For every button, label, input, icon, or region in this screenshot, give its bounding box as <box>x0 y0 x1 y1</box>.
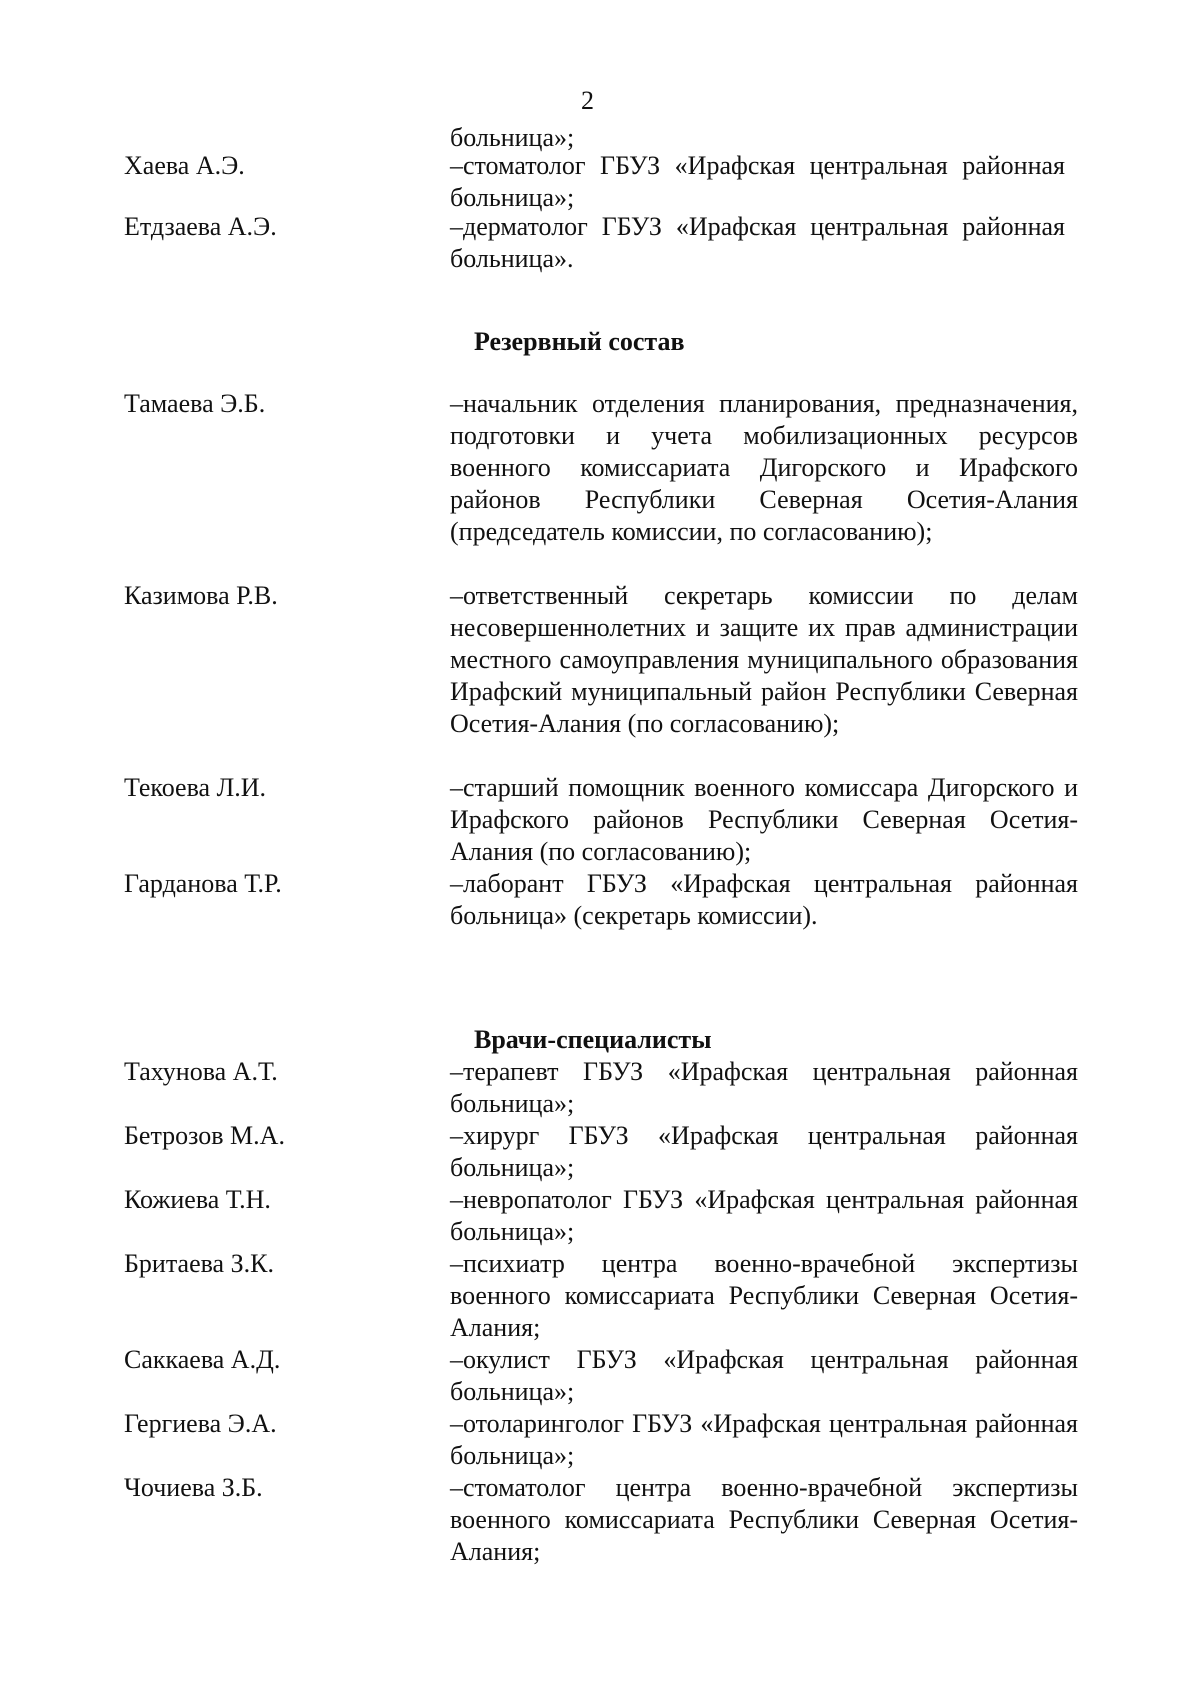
member-description: –стоматолог центра военно-врачебной экспертизы военного комиссариата Республики Северная Осетия-Алания; <box>450 1473 1078 1566</box>
member-name: Бритаева З.К. <box>124 1249 274 1278</box>
member-description: –отоларинголог ГБУЗ «Ирафская центральная районная больница»; <box>450 1409 1078 1470</box>
member-description: –хирург ГБУЗ «Ирафская центральная районная больница»; <box>450 1121 1078 1182</box>
member-description: –окулист ГБУЗ «Ирафская центральная районная больница»; <box>450 1345 1078 1406</box>
member-description: –терапевт ГБУЗ «Ирафская центральная районная больница»; <box>450 1057 1078 1118</box>
member-description: –начальник отделения планирования, предназначения, подготовки и учета мобилизационных ресурсов военного комиссариата Дигорского и Ирафского районов Республики Северная Осетия-Алания (председатель комиссии, по согласованию); <box>450 389 1078 546</box>
member-name: Казимова Р.В. <box>124 581 278 610</box>
member-name: Бетрозов М.А. <box>124 1121 285 1150</box>
member-name: Гергиева Э.А. <box>124 1409 277 1438</box>
member-name: Кожиева Т.Н. <box>124 1185 271 1214</box>
member-name: Саккаева А.Д. <box>124 1345 281 1374</box>
member-description: –психиатр центра военно-врачебной экспертизы военного комиссариата Республики Северная Осетия-Алания; <box>450 1249 1078 1342</box>
entry-description: больница»; <box>450 123 575 152</box>
member-name: Тахунова А.Т. <box>124 1057 278 1086</box>
member-description: –ответственный секретарь комиссии по делам несовершеннолетних и защите их прав администрации местного самоуправления муниципального образования Ирафский муниципальный район Республики Северная Осетия-Алания (по согласованию); <box>450 581 1078 738</box>
member-name: Тамаева Э.Б. <box>124 389 266 418</box>
member-description: –старший помощник военного комиссара Дигорского и Ирафского районов Республики Северная Осетия-Алания (по согласованию); <box>450 773 1078 866</box>
page-number: 2 <box>581 86 594 115</box>
member-description: –стоматолог ГБУЗ «Ирафская центральная районная больница»; <box>450 151 1065 212</box>
member-name: Текоева Л.И. <box>124 773 266 802</box>
member-name: Чочиева З.Б. <box>124 1473 263 1502</box>
member-name: Етдзаева А.Э. <box>124 212 277 241</box>
member-description: –лаборант ГБУЗ «Ирафская центральная районная больница» (секретарь комиссии). <box>450 869 1078 930</box>
section-heading-reserve: Резервный состав <box>474 327 685 356</box>
member-name: Хаева А.Э. <box>124 151 245 180</box>
member-description: –невропатолог ГБУЗ «Ирафская центральная районная больница»; <box>450 1185 1078 1246</box>
section-heading-specialists: Врачи-специалисты <box>474 1025 712 1054</box>
member-name: Гарданова Т.Р. <box>124 869 282 898</box>
member-description: –дерматолог ГБУЗ «Ирафская центральная районная больница». <box>450 212 1065 273</box>
